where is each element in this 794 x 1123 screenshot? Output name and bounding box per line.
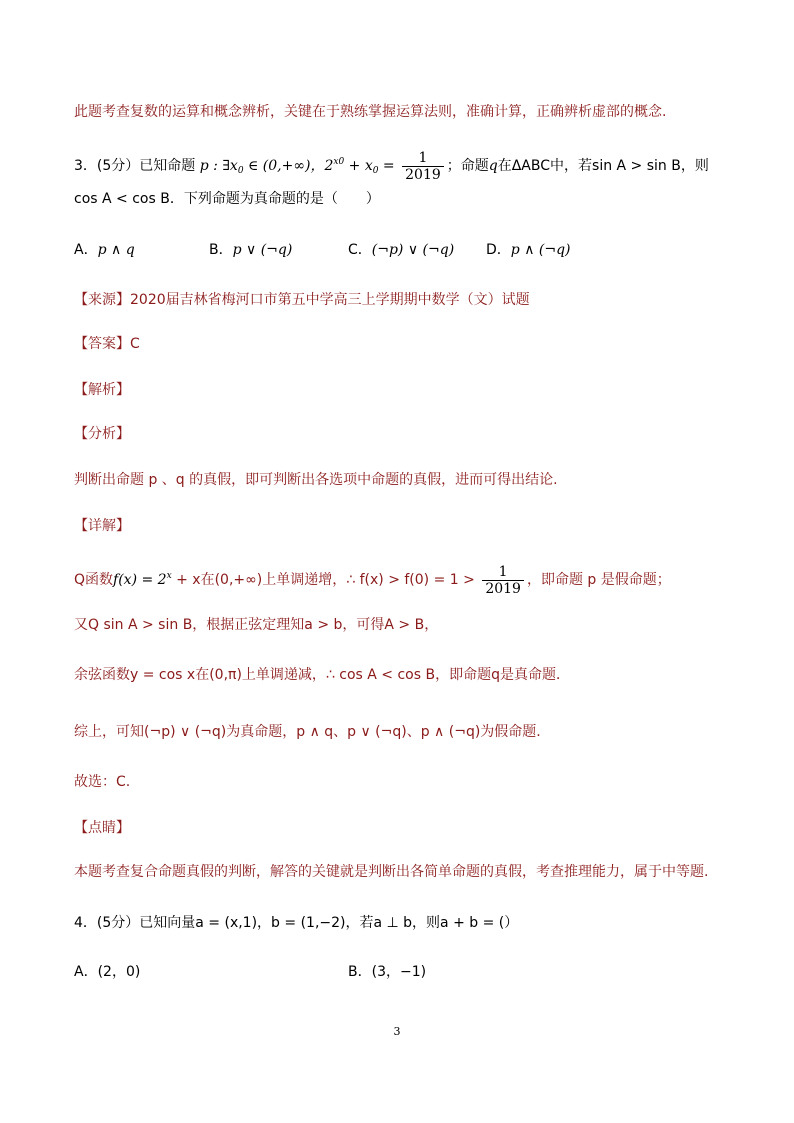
source-line: 【来源】2020届吉林省梅河口市第五中学高三上学期期中数学（文）试题	[74, 292, 530, 308]
q3-mid: ；命题	[446, 158, 489, 174]
q4-line: 4．(5分）已知向量a = (x,1)，b = (1,−2)，若a ⊥ b，则a + b = (）	[74, 915, 519, 931]
detail-line-5: 故选：C.	[74, 774, 131, 790]
dianjing-text: 本题考查复合命题真假的判断，解答的关键就是判断出各简单命题的真假，考查推理能力，属于中等题.	[74, 864, 709, 880]
q3-q-def: 在ΔABC中，若sin A > sin B，则	[497, 158, 709, 174]
q3-line2: cos A < cos B．下列命题为真命题的是（ ）	[74, 191, 380, 207]
q3-p-plus: + $x_0$	[344, 158, 379, 176]
q3-fraction	[402, 150, 444, 183]
q3-p-set: ∈ (0,+∞)，$2^{x0}$	[243, 157, 345, 174]
detail-line-2: 又Q sin A > sin B，根据正弦定理知a > b，可得A > B，	[74, 617, 439, 633]
q3-frac-den: 2019	[402, 166, 444, 183]
d1-a: Q函数	[74, 572, 114, 588]
dianjing-heading: 【点睛】	[74, 820, 130, 836]
q3-option-a: A．p ∧ q	[74, 242, 135, 258]
q3-line1	[74, 146, 709, 187]
q3-option-d: D．p ∧ (¬q)	[486, 242, 571, 258]
fenxi-heading: 【分析】	[74, 426, 130, 442]
d1-frac-num: 1	[498, 563, 508, 580]
d1-d: ，即命题 p 是假命题；	[526, 572, 671, 588]
q3-head: 3．(5分）已知命题	[74, 158, 196, 174]
q3-option-b: B．p ∨ (¬q)	[209, 242, 293, 258]
q3-q-var: q	[488, 158, 498, 174]
d1-c: + x在(0,+∞)上单调递增，∴ f(x) > f(0) = 1 >	[171, 572, 480, 588]
d1-b: $f(x) = 2^x$	[113, 571, 172, 588]
intro-line: 此题考查复数的运算和概念辨析，关键在于熟练掌握运算法则，准确计算，正确辨析虚部的概念.	[74, 104, 667, 120]
fenxi-text: 判断出命题 p 、q 的真假，即可判断出各选项中命题的真假，进而可得出结论.	[74, 472, 558, 488]
q3-eq: =	[378, 158, 400, 174]
q3-option-c: C．(¬p) ∨ (¬q)	[348, 242, 455, 258]
detail-line-3: 余弦函数y = cos x在(0,π)上单调递减，∴ cos A < cos B，即命题q是真命题．	[74, 667, 570, 683]
page-number: 3	[393, 1025, 401, 1038]
q3-p-def: p : $\exists x_0$	[199, 158, 244, 176]
d1-fraction	[482, 564, 524, 597]
q3-frac-num: 1	[418, 149, 428, 166]
q4-option-b: B．(3，−1)	[348, 964, 427, 980]
jiexi-heading: 【解析】	[74, 382, 130, 398]
d1-frac-den: 2019	[482, 580, 524, 597]
detail-line-1	[74, 560, 671, 597]
xiangjie-heading: 【详解】	[74, 518, 130, 534]
detail-line-4: 综上，可知(¬p) ∨ (¬q)为真命题，p ∧ q、p ∨ (¬q)、p ∧ (¬q)为假命题.	[74, 724, 541, 740]
q4-option-a: A．(2，0)	[74, 964, 141, 980]
answer-line: 【答案】C	[74, 336, 140, 352]
